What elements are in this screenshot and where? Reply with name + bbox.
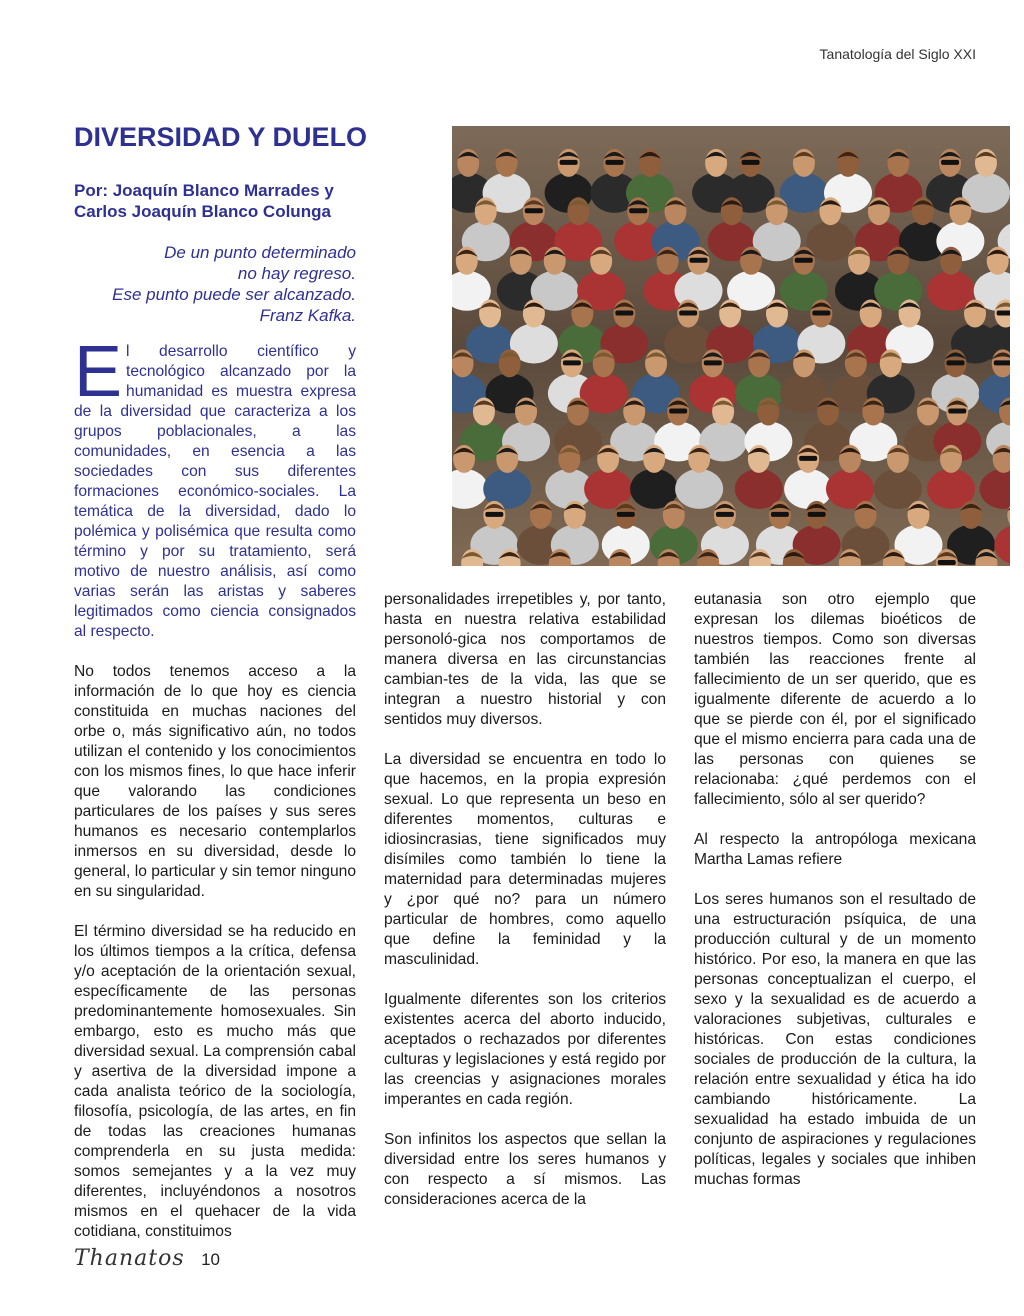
body-paragraph: personalidades irrepetibles y, por tanto, hasta en nuestra relativa estabilidad personoló-gica nos comportamos de manera diversa en las circunstancias cambian-tes de la vida, las que se integran a nuestro historial y con sentidos muy diversos. xyxy=(384,591,666,728)
epigraph-quote xyxy=(74,242,356,326)
byline-line-1: Por: Joaquín Blanco Marrades y xyxy=(74,181,334,200)
body-paragraph: Al respecto la antropóloga mexicana Martha Lamas refiere xyxy=(694,831,976,868)
body-paragraph: Son infinitos los aspectos que sellan la diversidad entre los seres humanos y con respecto a sí mismos. Las consideraciones acerca de la xyxy=(384,1131,666,1208)
body-paragraph: Los seres humanos son el resultado de una estructuración psíquica, de una producción cultural y de un momento histórico. Por eso, la manera en que las personas conceptualizan el cuerpo, el sexo y la sexualidad es de acuerdo a valoraciones subjetivas, culturales e históricas. Con estas condiciones sociales de producción de la cultura, la relación entre sexualidad y ética ha ido cambiando históricamente. La sexualidad ha estado imbuida de un conjunto de aspiraciones y regulaciones políticas, legales y sociales que inhiben muchas formas xyxy=(694,891,976,1188)
intro-text: l desarrollo científico y tecnológico alcanzado por la humanidad es muestra expresa de la diversidad que caracteriza a los grupos poblacionales, a las comunidades, en esencia a las sociedades con sus diferentes formaciones económico-sociales. La temática de la diversidad, dado lo polémica y polisémica que resulta como término y por su tratamiento, será motivo de nuestro análisis, así como varias serán las aristas y saberes legitimados como ciencia consignados al respecto. xyxy=(74,343,356,640)
article-title: DIVERSIDAD Y DUELO xyxy=(74,122,368,152)
intro-paragraph xyxy=(74,332,356,642)
body-paragraph: eutanasia son otro ejemplo que expresan los dilemas bioéticos de nuestros tiempos. Como son diversas también las reacciones frente al fallecimiento de un ser querido, que es igualmente diferente de acuerdo a lo que se pierde con él, por el significado que el mismo encierra para cada una de las personas con quienes se relacionaba: ¿qué perdemos con el fallecimiento, sólo al ser querido? xyxy=(694,591,976,808)
body-paragraph: Igualmente diferentes son los criterios existentes acerca del aborto inducido, aceptados o rechazados por diferentes culturas y legislaciones y está regido por las creencias y asignaciones morales imperantes en cada región. xyxy=(384,991,666,1108)
column-2 xyxy=(384,590,666,1230)
quote-line: De un punto determinado xyxy=(164,243,356,262)
body-paragraph: La diversidad se encuentra en todo lo que hacemos, en la propia expresión sexual. Lo que representa un beso en diferentes momentos, culturas e idiosincrasias, tiene significados muy disímiles como también lo tiene la maternidad para determinadas mujeres y ¿por qué no? para un número particular de hombres, como aquello que define la feminidad y la masculinidad. xyxy=(384,751,666,968)
crowd-photo xyxy=(452,126,1010,566)
column-1 xyxy=(74,332,356,1262)
column-3 xyxy=(694,590,976,1210)
quote-line: no hay regreso. xyxy=(237,264,356,283)
drop-cap: E xyxy=(74,332,123,412)
body-paragraph: No todos tenemos acceso a la información de lo que hoy es ciencia constituida en muchas naciones del orbe o, más significativo aún, no todos utilizan el contenido y los conocimientos con los mismos fines, lo que hace inferir que valorando las condiciones particulares de los países y sus seres humanos es necesario contemplarlos inmersos en su diversidad, desde lo general, lo particular y sin temor ninguno en su singularidad. xyxy=(74,663,356,900)
page-number: 10 xyxy=(201,1250,220,1269)
crowd-photo-illustration xyxy=(452,126,1010,566)
quote-attribution: Franz Kafka. xyxy=(259,306,356,325)
body-paragraph: El término diversidad se ha reducido en los últimos tiempos a la crítica, defensa y/o aceptación de la orientación sexual, específicamente de las personas predominantemente homosexuales. Sin embargo, esto es mucho más que diversidad sexual. La comprensión cabal y asertiva de la diversidad impone a cada analista teórico de la sociología, filosofía, psicología, de las artes, en fin de todas las creaciones humanas comprenderla en su justa medida: somos semejantes y a la vez muy diferentes, incluyéndonos a nosotros mismos en el quehacer de la vida cotidiana, constituimos xyxy=(74,923,356,1240)
article-byline xyxy=(74,180,374,222)
running-header: Tanatología del Siglo XXI xyxy=(819,46,976,62)
page-footer xyxy=(74,1246,220,1276)
quote-line: Ese punto puede ser alcanzado. xyxy=(112,285,356,304)
magazine-logo: Thanatos xyxy=(74,1246,185,1271)
byline-line-2: Carlos Joaquín Blanco Colunga xyxy=(74,202,331,221)
